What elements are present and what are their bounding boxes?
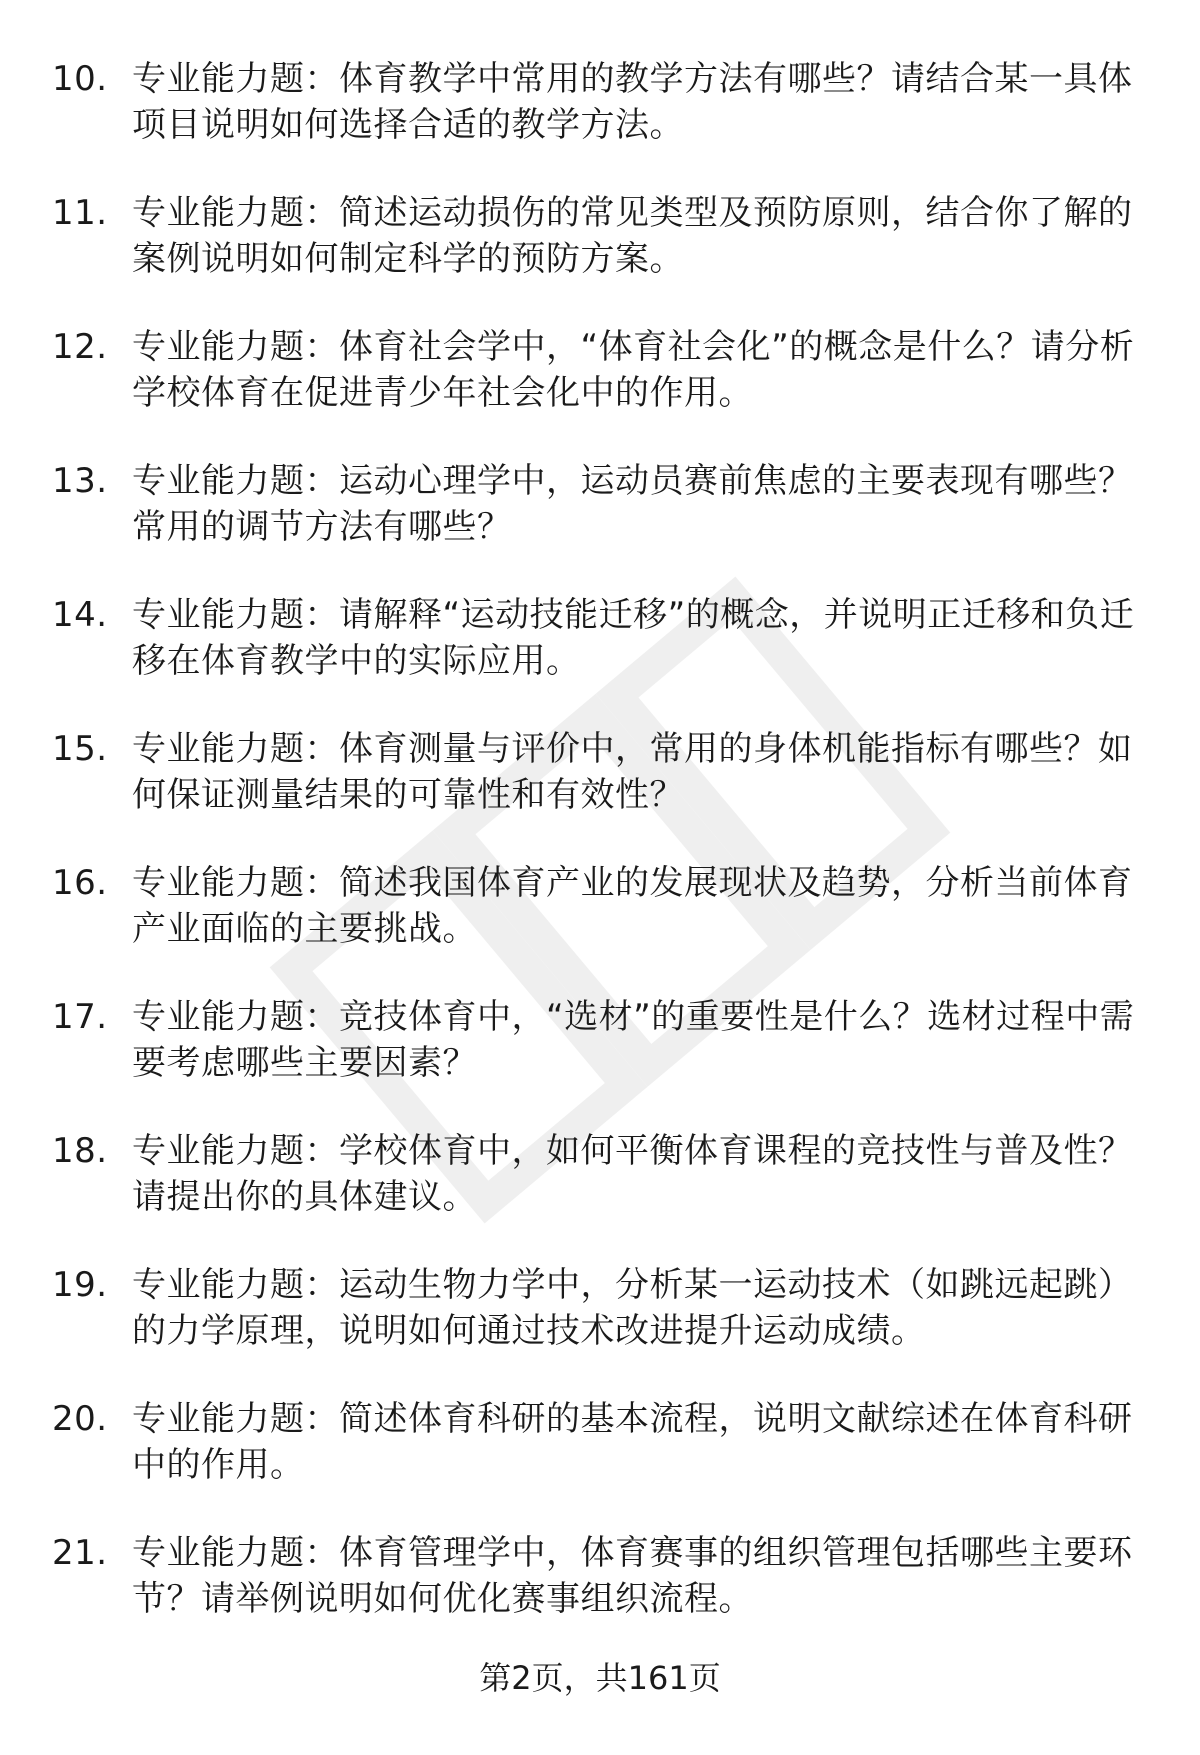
question-number: 13. <box>52 461 108 501</box>
question-text: 专业能力题：体育管理学中，体育赛事的组织管理包括哪些主要环节？请举例说明如何优化赛事组织流程。 <box>132 1533 1133 1619</box>
question-number: 15. <box>52 729 108 769</box>
question-item <box>52 1530 1152 1622</box>
question-text: 专业能力题：竞技体育中，“选材”的重要性是什么？选材过程中需要考虑哪些主要因素？ <box>132 997 1135 1083</box>
question-item <box>52 1262 1152 1354</box>
question-item <box>52 994 1152 1086</box>
page-number-footer: 第2页，共161页 <box>479 1659 721 1697</box>
question-text: 专业能力题：简述体育科研的基本流程，说明文献综述在体育科研中的作用。 <box>132 1399 1133 1485</box>
question-number: 20. <box>52 1399 108 1439</box>
question-text: 专业能力题：运动心理学中，运动员赛前焦虑的主要表现有哪些？常用的调节方法有哪些？ <box>132 461 1133 547</box>
question-number: 12. <box>52 327 108 367</box>
question-text: 专业能力题：简述我国体育产业的发展现状及趋势，分析当前体育产业面临的主要挑战。 <box>132 863 1133 949</box>
question-number: 19. <box>52 1265 108 1305</box>
question-number: 18. <box>52 1131 108 1171</box>
question-item <box>52 1128 1152 1220</box>
question-text: 专业能力题：体育测量与评价中，常用的身体机能指标有哪些？如何保证测量结果的可靠性和有效性？ <box>132 729 1133 815</box>
question-list <box>52 56 1152 1664</box>
question-text: 专业能力题：请解释“运动技能迁移”的概念，并说明正迁移和负迁移在体育教学中的实际应用。 <box>132 595 1135 681</box>
question-item <box>52 860 1152 952</box>
question-item <box>52 592 1152 684</box>
question-number: 14. <box>52 595 108 635</box>
question-number: 10. <box>52 59 108 99</box>
question-item <box>52 1396 1152 1488</box>
question-number: 11. <box>52 193 108 233</box>
question-item <box>52 726 1152 818</box>
question-text: 专业能力题：体育社会学中，“体育社会化”的概念是什么？请分析学校体育在促进青少年社会化中的作用。 <box>132 327 1135 413</box>
question-text: 专业能力题：学校体育中，如何平衡体育课程的竞技性与普及性？请提出你的具体建议。 <box>132 1131 1133 1217</box>
question-item <box>52 458 1152 550</box>
question-item <box>52 324 1152 416</box>
question-number: 21. <box>52 1533 108 1573</box>
question-text: 专业能力题：简述运动损伤的常见类型及预防原则，结合你了解的案例说明如何制定科学的预防方案。 <box>132 193 1133 279</box>
question-item <box>52 190 1152 282</box>
question-number: 17. <box>52 997 108 1037</box>
question-text: 专业能力题：运动生物力学中，分析某一运动技术（如跳远起跳）的力学原理，说明如何通过技术改进提升运动成绩。 <box>132 1265 1133 1351</box>
question-text: 专业能力题：体育教学中常用的教学方法有哪些？请结合某一具体项目说明如何选择合适的教学方法。 <box>132 59 1133 145</box>
question-number: 16. <box>52 863 108 903</box>
question-item <box>52 56 1152 148</box>
